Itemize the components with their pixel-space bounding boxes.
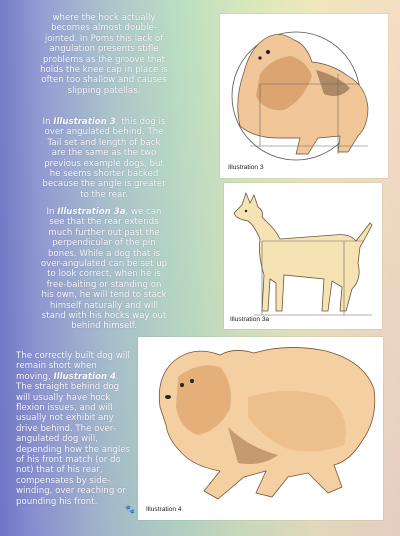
illustration-3-drawing (220, 14, 388, 178)
p3-post: , we can see that the rear extends much further out past the perpendicular of the pin bones. While a dog that is over-angulated can be set up to look correct, when he is free-baiting or standing on his own, he will tend to stack himself naturally and will stand with his hocks way out behind himself. (40, 207, 168, 332)
p4-post: . The straight behind dog will usually have hock flexion issues, and will usually not exhibit any drive behind. The over-angulated dog will, depending how the angles of his front match (or do not) that of his rear, compensates by side-winding, over reaching or pounding his front. (16, 371, 131, 507)
p2-ref: Illustration 3 (53, 117, 116, 127)
illustration-3a-caption: Illustration 3a (230, 316, 270, 323)
illustration-4-drawing (138, 337, 383, 520)
p2-pre: In (42, 117, 54, 127)
illustration-4-caption: Illustration 4 (146, 506, 182, 513)
p4-pre: The correctly built dog will remain short when moving, (16, 351, 130, 382)
illustration-3a-panel (224, 183, 382, 329)
illustration-3-caption: Illustration 3 (228, 164, 264, 171)
illustration-3-panel (220, 14, 388, 178)
illustration-3a-drawing (224, 183, 382, 329)
p3-pre: In (46, 207, 58, 217)
paragraph-illustration-4 (16, 351, 134, 516)
p3-ref: Illustration 3a (57, 207, 126, 217)
paw-print-icon: 🐾 (125, 505, 135, 514)
paragraph-illustration-3 (40, 117, 168, 209)
paragraph-illustration-3a (40, 207, 168, 341)
paragraph-hock-text: where the hock actually becomes almost double-jointed. In Poms this lack of angulation presents stifle problems as the groove that holds the knee cap in place is often too shallow and causes slipping patellas. (40, 13, 168, 96)
p4-ref: Illustration 4 (53, 371, 116, 382)
p2-post: , this dog is over angulated behind. The Tail set and length of back are the same as the two previous example dogs, but he seems shorter backed because the angle is greater to the rear. (42, 117, 166, 200)
paragraph-hock (40, 13, 168, 105)
illustration-4-panel (138, 337, 383, 520)
